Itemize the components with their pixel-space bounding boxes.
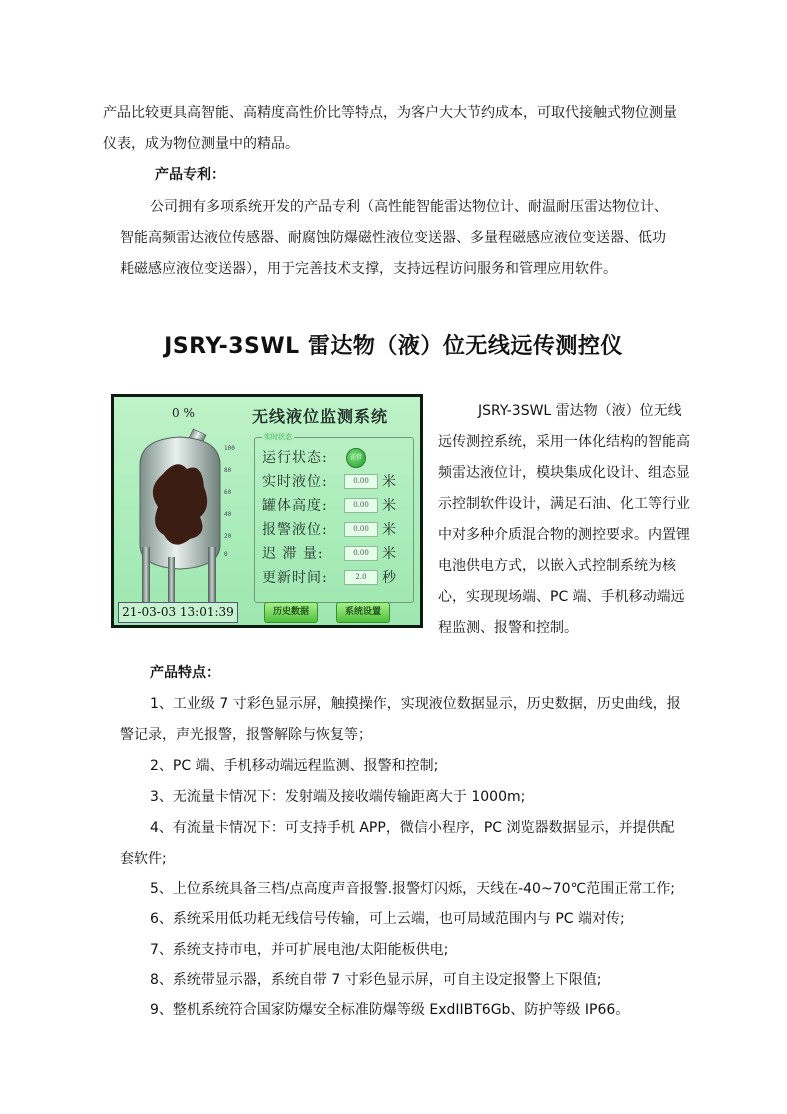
row-unit: 米 — [382, 474, 396, 490]
description-line-8: 程监测、报警和控制。 — [438, 620, 578, 636]
feature-line: 警记录，声光报警，报警解除与恢复等； — [120, 727, 372, 743]
row-value[interactable]: 2.0 — [344, 570, 378, 585]
status-indicator-icon: 正常 — [346, 448, 366, 468]
feature-line: 6、系统采用低功耗无线信号传输，可上云端，也可局域范围内与 PC 端对传; — [150, 911, 625, 927]
row-unit: 秒 — [382, 570, 396, 586]
screen-datetime: 21-03-03 13:01:39 — [118, 602, 238, 623]
description-line-4: 示控制软件设计，满足石油、化工等行业 — [438, 496, 690, 512]
description-line-3: 频雷达液位计，模块集成化设计、组态显 — [438, 465, 690, 481]
level-percent: 0 % — [172, 406, 195, 420]
scale-tick-20: 20 — [224, 533, 232, 540]
row-label: 罐体高度: — [262, 498, 328, 514]
row-label: 迟 滞 量: — [262, 546, 324, 562]
feature-line: 7、系统支持市电，并可扩展电池/太阳能板供电; — [150, 942, 449, 958]
scale-tick-40: 40 — [224, 511, 232, 518]
screen-title: 无线液位监测系统 — [252, 407, 389, 426]
row-label: 运行状态: — [262, 450, 328, 466]
row-unit: 米 — [382, 522, 396, 538]
description-line-1: JSRY-3SWL 雷达物（液）位无线 — [478, 403, 682, 419]
intro-line-1: 产品比较更具高智能、高精度高性价比等特点，为客户大大节约成本，可取代接触式物位测量 — [103, 105, 677, 121]
row-value[interactable]: 0.00 — [344, 522, 378, 537]
feature-line: 5、上位系统具备三档/点高度声音报警.报警灯闪烁，天线在-40~70℃范围正常工作; — [150, 881, 675, 897]
description-line-2: 远传测控系统，采用一体化结构的智能高 — [438, 434, 690, 450]
description-line-7: 心，实现现场端、PC 端、手机移动端远 — [438, 589, 685, 605]
scale-tick-60: 60 — [224, 489, 232, 496]
row-value[interactable]: 0.00 — [344, 474, 378, 489]
feature-line: 8、系统带显示器，系统自带 7 寸彩色显示屏，可自主设定报警上下限值; — [150, 972, 602, 988]
intro-line-2: 仪表，成为物位测量中的精品。 — [103, 136, 299, 152]
description-line-5: 中对多种介质混合物的测控要求。内置锂 — [438, 527, 690, 543]
level-scale — [224, 445, 236, 558]
scale-tick-0: 0 — [224, 551, 228, 558]
display-screen — [114, 397, 420, 625]
patent-line-3: 耗磁感应液位变送器），用于完善技术支撑，支持远程访问服务和管理应用软件。 — [120, 261, 617, 277]
feature-line: 3、无流量卡情况下：发射端及接收端传输距离大于 1000m; — [150, 789, 526, 805]
feature-line: 2、PC 端、手机移动端远程监测、报警和控制; — [150, 758, 439, 774]
row-label: 报警液位: — [262, 522, 328, 538]
row-label: 更新时间: — [262, 570, 328, 586]
product-display-photo — [111, 394, 423, 628]
patent-heading: 产品专利： — [155, 167, 225, 183]
row-label: 实时液位: — [262, 474, 328, 490]
tank-illustration — [132, 417, 232, 602]
realtime-status-title: 实时状态 — [264, 433, 292, 441]
feature-line: 套软件; — [120, 851, 167, 867]
product-title: JSRY-3SWL 雷达物（液）位无线远传测控仪 — [164, 334, 623, 359]
feature-line: 4、有流量卡情况下：可支持手机 APP，微信小程序，PC 浏览器数据显示，并提供配 — [150, 820, 675, 836]
scale-tick-100: 100 — [224, 445, 235, 452]
description-line-6: 电池供电方式，以嵌入式控制系统为核 — [438, 558, 676, 574]
row-value[interactable]: 0.00 — [344, 546, 378, 561]
patent-line-2: 智能高频雷达液位传感器、耐腐蚀防爆磁性液位变送器、多量程磁感应液位变送器、低功 — [120, 230, 666, 246]
patent-line-1: 公司拥有多项系统开发的产品专利（高性能智能雷达物位计、耐温耐压雷达物位计、 — [150, 199, 668, 215]
row-value[interactable]: 0.00 — [344, 498, 378, 513]
feature-line: 1、工业级 7 寸彩色显示屏，触摸操作，实现液位数据显示，历史数据，历史曲线，报 — [150, 696, 681, 712]
row-unit: 米 — [382, 498, 396, 514]
history-data-button[interactable]: 历史数据 — [264, 602, 318, 623]
system-settings-button[interactable]: 系统设置 — [336, 602, 390, 623]
features-heading: 产品特点： — [150, 665, 220, 681]
feature-line: 9、整机系统符合国家防爆安全标准防爆等级 ExdIIBT6Gb、防护等级 IP66。 — [150, 1002, 630, 1018]
scale-tick-80: 80 — [224, 467, 232, 474]
row-unit: 米 — [382, 546, 396, 562]
